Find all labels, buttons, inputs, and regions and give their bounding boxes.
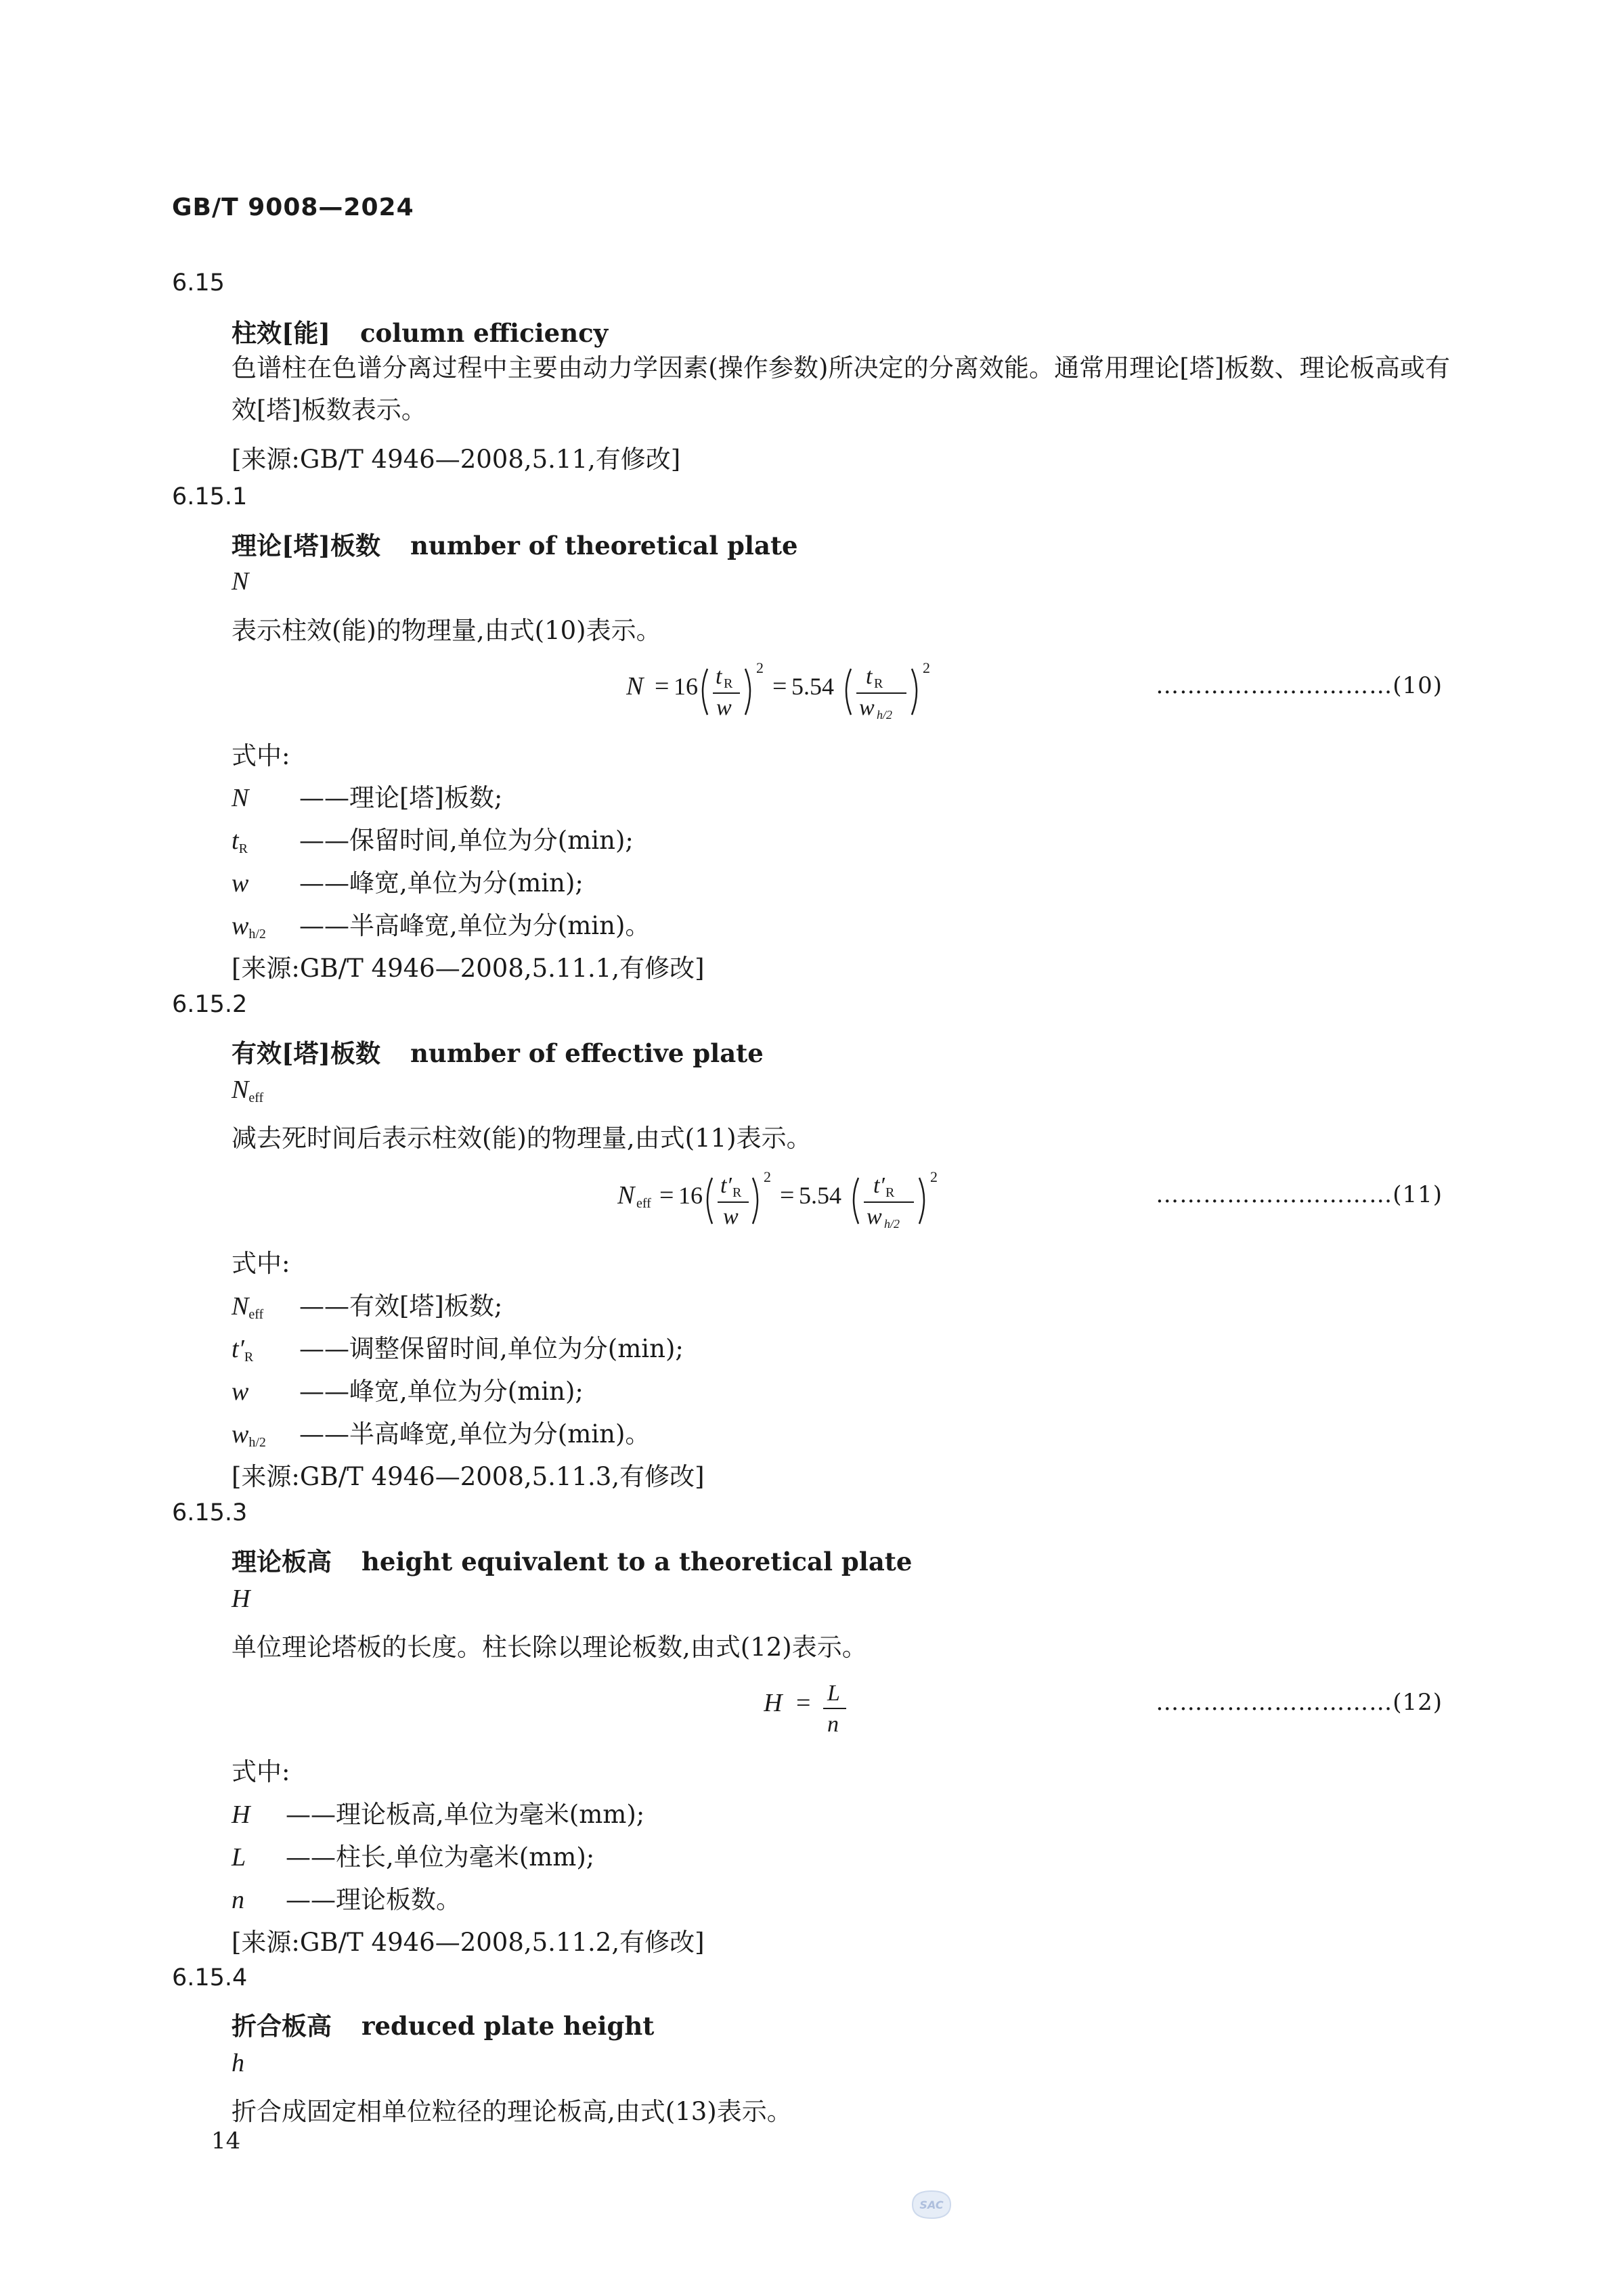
variable-description: ——峰宽,单位为分(min); xyxy=(299,1377,584,1406)
f11-num1: t′ xyxy=(720,1173,732,1198)
f11-power1: 2 xyxy=(764,1168,771,1185)
f10-den2-sub: h/2 xyxy=(877,708,893,722)
f11-lhs-sub: eff xyxy=(636,1196,651,1211)
variable-description: ——有效[塔]板数; xyxy=(299,1292,503,1321)
term-cn: 理论[塔]板数 xyxy=(232,531,381,560)
variable-row xyxy=(232,777,502,814)
f11-den1: w xyxy=(723,1204,739,1229)
formula-10-graphic xyxy=(626,650,1005,724)
term-cn: 折合板高 xyxy=(232,2011,332,2041)
f12-num: L xyxy=(827,1681,840,1706)
term-cn: 柱效[能] xyxy=(232,318,331,348)
source-6-15-3: [来源:GB/T 4946—2008,5.11.2,有修改] xyxy=(232,1928,705,1957)
f11-num2-sub: R xyxy=(885,1185,895,1200)
variable-symbol: w xyxy=(232,869,249,898)
term-en: number of theoretical plate xyxy=(410,531,798,560)
standard-number: GB/T 9008—2024 xyxy=(172,194,414,221)
formula-10 xyxy=(626,650,1005,731)
variable-row xyxy=(232,820,634,857)
symbol-6-15-4: h xyxy=(232,2049,244,2077)
f10-eq2: = xyxy=(772,672,787,701)
f10-coef1: 16 xyxy=(674,673,698,700)
variable-row xyxy=(232,862,584,899)
variable-row xyxy=(232,1794,644,1830)
f10-num2: t xyxy=(866,664,873,689)
equation-number-12: …………………………(12) xyxy=(1156,1689,1443,1716)
variable-symbol: $t_R$ xyxy=(232,826,248,856)
f12-lhs: H xyxy=(764,1689,783,1717)
f11-coef1: 16 xyxy=(678,1182,703,1209)
f10-num1-sub: R xyxy=(724,676,733,691)
definition-6-15: 色谱柱在色谱分离过程中主要由动力学因素(操作参数)所决定的分离效能。通常用理论[塔]板数、理论板高或有效[塔]板数表示。 xyxy=(232,353,1450,424)
formula-11-graphic xyxy=(617,1159,1010,1233)
f11-coef2: 5.54 xyxy=(799,1182,841,1209)
f10-num1: t xyxy=(716,664,722,689)
f11-paren-right-2 xyxy=(919,1178,924,1224)
page-number: 14 xyxy=(211,2127,241,2155)
sac-logo-icon xyxy=(910,2187,953,2222)
variable-symbol: n xyxy=(232,1886,244,1914)
definition-6-15-2: 减去死时间后表示柱效(能)的物理量,由式(11)表示。 xyxy=(232,1124,812,1153)
f10-coef2: 5.54 xyxy=(791,673,834,700)
variable-symbol: L xyxy=(232,1843,246,1872)
term-heading-6-15-4 xyxy=(232,2006,654,2042)
source-6-15: [来源:GB/T 4946—2008,5.11,有修改] xyxy=(232,445,681,474)
f11-power2: 2 xyxy=(930,1168,938,1185)
variable-row xyxy=(232,1328,684,1365)
symbol-6-15-3: H xyxy=(232,1585,250,1613)
symbol-6-15-2: $N_{eff}$ xyxy=(232,1076,264,1105)
f11-den2-sub: h/2 xyxy=(884,1217,900,1231)
variable-row xyxy=(232,1285,502,1323)
term-cn: 理论板高 xyxy=(232,1547,332,1576)
section-number-6-15-1: 6.15.1 xyxy=(172,483,248,510)
variable-row xyxy=(232,905,650,942)
f10-eq1: = xyxy=(655,672,670,701)
section-number-6-15-4: 6.15.4 xyxy=(172,1964,248,1991)
f12-eq: = xyxy=(796,1689,811,1717)
f10-power2: 2 xyxy=(923,659,930,676)
f10-paren-right-2 xyxy=(912,669,917,715)
section-number-6-15-3: 6.15.3 xyxy=(172,1499,248,1526)
term-heading-6-15-2 xyxy=(232,1033,764,1069)
f10-paren-left-1 xyxy=(703,669,707,715)
term-heading-6-15-3 xyxy=(232,1541,912,1578)
formula-12 xyxy=(764,1665,858,1746)
variable-symbol: $t'_R$ xyxy=(232,1335,254,1365)
term-cn: 有效[塔]板数 xyxy=(232,1038,381,1068)
formula-12-graphic xyxy=(764,1665,858,1740)
section-number-6-15-2: 6.15.2 xyxy=(172,991,248,1018)
f11-paren-left-1 xyxy=(707,1178,712,1224)
where-label-6-15-2: 式中: xyxy=(232,1249,290,1278)
variable-symbol: H xyxy=(232,1801,250,1829)
f10-lhs: N xyxy=(626,672,644,701)
equation-number-11: …………………………(11) xyxy=(1156,1181,1443,1208)
f11-lhs: N xyxy=(617,1181,635,1210)
definition-6-15-1: 表示柱效(能)的物理量,由式(10)表示。 xyxy=(232,616,661,645)
source-6-15-2: [来源:GB/T 4946—2008,5.11.3,有修改] xyxy=(232,1462,705,1491)
variable-description: ——半高峰宽,单位为分(min)。 xyxy=(299,1419,651,1449)
f11-eq2: = xyxy=(780,1181,795,1210)
f10-den2: w xyxy=(859,695,875,720)
f11-den2: w xyxy=(867,1204,882,1229)
f10-den1: w xyxy=(716,695,732,720)
variable-symbol: N xyxy=(232,784,249,812)
variable-row xyxy=(232,1836,594,1873)
term-heading-6-15-1 xyxy=(232,525,798,562)
variable-row xyxy=(232,1413,650,1451)
term-en: number of effective plate xyxy=(410,1038,764,1068)
variable-row xyxy=(232,1371,584,1407)
variable-description: ——调整保留时间,单位为分(min); xyxy=(299,1334,684,1363)
sac-logo xyxy=(910,2187,953,2225)
definition-6-15-3: 单位理论塔板的长度。柱长除以理论板数,由式(12)表示。 xyxy=(232,1633,867,1662)
variable-description: ——理论板数。 xyxy=(286,1885,461,1914)
f12-den: n xyxy=(827,1712,839,1737)
term-en: height equivalent to a theoretical plate xyxy=(361,1547,913,1576)
svg-text:SAC: SAC xyxy=(919,2199,944,2211)
f11-eq1: = xyxy=(659,1181,674,1210)
variable-description: ——理论板高,单位为毫米(mm); xyxy=(286,1800,645,1829)
where-label-6-15-1: 式中: xyxy=(232,741,290,770)
variable-description: ——理论[塔]板数; xyxy=(299,783,503,812)
f10-paren-left-2 xyxy=(846,669,851,715)
f11-paren-left-2 xyxy=(854,1178,858,1224)
variable-symbol: $w_{h/2}$ xyxy=(232,1420,266,1450)
f11-num2: t′ xyxy=(873,1173,885,1198)
equation-number-10: …………………………(10) xyxy=(1156,672,1443,699)
f11-num1-sub: R xyxy=(732,1185,742,1200)
section-number-6-15: 6.15 xyxy=(172,269,225,296)
variable-symbol: $N_{eff}$ xyxy=(232,1292,264,1322)
symbol-6-15-1: N xyxy=(232,567,249,596)
f11-paren-right-1 xyxy=(753,1178,758,1224)
variable-row xyxy=(232,1879,461,1916)
variable-symbol: w xyxy=(232,1377,249,1406)
variable-description: ——峰宽,单位为分(min); xyxy=(299,868,584,898)
variable-symbol: $w_{h/2}$ xyxy=(232,912,266,942)
f10-num2-sub: R xyxy=(874,676,883,691)
source-6-15-1: [来源:GB/T 4946—2008,5.11.1,有修改] xyxy=(232,954,705,983)
f10-paren-right-1 xyxy=(745,669,750,715)
term-en: column efficiency xyxy=(360,318,609,348)
variable-description: ——保留时间,单位为分(min); xyxy=(299,826,634,855)
f10-power1: 2 xyxy=(756,659,764,676)
term-en: reduced plate height xyxy=(361,2011,655,2041)
formula-11 xyxy=(617,1159,1010,1240)
where-label-6-15-3: 式中: xyxy=(232,1757,290,1786)
definition-6-15-4: 折合成固定相单位粒径的理论板高,由式(13)表示。 xyxy=(232,2097,792,2126)
variable-description: ——半高峰宽,单位为分(min)。 xyxy=(299,911,651,940)
variable-description: ——柱长,单位为毫米(mm); xyxy=(286,1842,595,1872)
term-heading-6-15 xyxy=(232,313,608,349)
